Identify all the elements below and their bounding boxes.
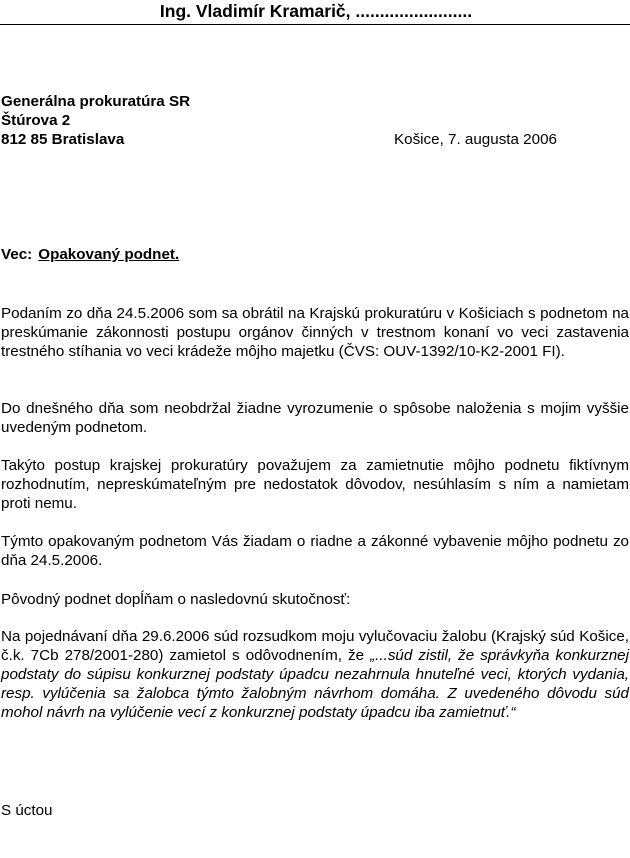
paragraph-2: Do dnešného dňa som neobdržal žiadne vyrozumenie o spôsobe naloženia s mojim vyššie uvedeným podnetom. [1, 400, 629, 436]
subject-label: Vec: [1, 246, 33, 263]
recipient-city: 812 85 Bratislava [1, 131, 125, 148]
letter-date: Košice, 7. augusta 2006 [394, 131, 557, 148]
sender-name: Ing. Vladimír Kramarič, ........................ [159, 1, 473, 21]
paragraph-1: Podaním zo dňa 24.5.2006 som sa obrátil na Krajskú prokuratúru v Košiciach s podnetom na preskúmanie zákonnosti postupu orgánov činných v trestnom konaní vo veci zastavenia trestného stíhania vo veci krádeže môjho majetku (ČVS: OUV-1392/10-K2-2001 FI). [1, 305, 629, 360]
recipient-name: Generálna prokuratúra SR [1, 93, 191, 110]
subject-line [1, 245, 179, 264]
paragraph-6-lead: Na pojednávaní dňa 29.6.2006 súd rozsudkom moju vylučovaciu žalobu (Krajský súd Košice, č.k. 7Cb 278/2001-280) zamietol s odôvodnením, že [1, 628, 629, 664]
paragraph-6 [1, 627, 629, 722]
court-quote: „...súd zistil, že správkyňa konkurznej podstaty do súpisu konkurznej podstaty úpadcu nezahrnula hnuteľné veci, ktorých vydania, resp. vylúčenia sa žalobca týmto žalobným návrhom domáha. Z uvedeného dôvodu súd mohol návrh na vylúčenie vecí z konkurznej podstaty úpadcu iba zamietnuť.“ [1, 647, 629, 721]
recipient-street: Štúrova 2 [1, 112, 71, 129]
paragraph-3: Takýto postup krajskej prokuratúry považujem za zamietnutie môjho podnetu fiktívnym rozhodnutím, nepreskúmateľným pre nedostatok dôvodov, nesúhlasím s ním a namietam proti nemu. [1, 457, 629, 512]
paragraph-5: Pôvodný podnet dopĺňam o nasledovnú skutočnosť: [1, 591, 351, 608]
subject-text: Opakovaný podnet. [38, 246, 180, 263]
letterhead [0, 0, 630, 25]
closing-salutation: S úctou [1, 802, 53, 819]
recipient-address [1, 92, 361, 149]
paragraph-4: Týmto opakovaným podnetom Vás žiadam o riadne a zákonné vybavenie môjho podnetu zo dňa 24.5.2006. [1, 533, 629, 569]
